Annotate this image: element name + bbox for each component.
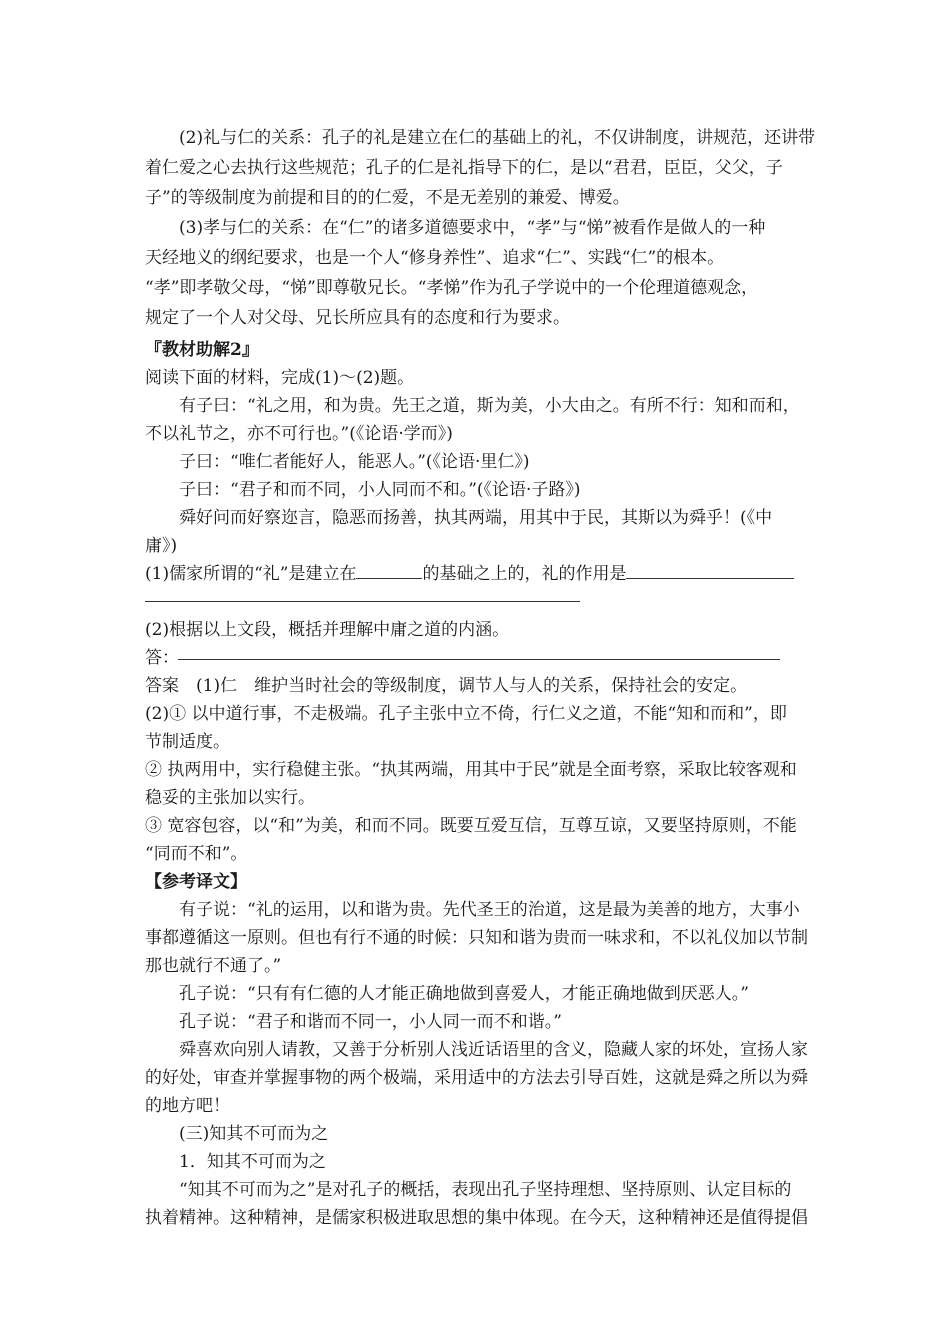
answer-line-text: ③ 宽容包容，以“和”为美，和而不同。既要互爱互信，互尊互谅，又要坚持原则，不能 [145, 816, 797, 836]
translation-line: 孔子说：“君子和谐而不同一，小人同一而不和谐。” [179, 1012, 562, 1032]
answer-line[interactable] [178, 659, 780, 660]
answer-line-text: 节制适度。 [145, 732, 230, 752]
answer-line-text: 稳妥的主张加以实行。 [145, 788, 315, 808]
answer-line-text: “同而不和”。 [145, 844, 248, 864]
quote-line: 有子曰：“礼之用，和为贵。先王之道，斯为美，小大由之。有所不行：知和而和， [179, 396, 800, 416]
answer-prompt: 答： [145, 648, 179, 668]
translation-line: 的地方吧！ [145, 1096, 230, 1116]
question-2: (2)根据以上文段，概括并理解中庸之道的内涵。 [145, 620, 510, 640]
paragraph-line: 规定了一个人对父母、兄长所应具有的态度和行为要求。 [145, 308, 570, 328]
quote-line: 不以礼节之，亦不可行也。”(《论语·学而》) [145, 424, 453, 444]
translation-line: 事都遵循这一原则。但也有行不通的时候：只知和谐为贵而一味求和，不以礼仪加以节制 [145, 928, 808, 948]
quote-line: 庸》) [145, 536, 178, 556]
quote-line: 子曰：“唯仁者能好人，能恶人。”(《论语·里仁》) [179, 452, 530, 472]
question-1 [145, 564, 794, 584]
paragraph-line: 执着精神。这种精神，是儒家积极进取思想的集中体现。在今天，这种精神还是值得提倡 [145, 1208, 808, 1228]
paragraph-line: (3)孝与仁的关系：在“仁”的诸多道德要求中，“孝”与“悌”被看作是做人的一种 [179, 218, 766, 238]
quote-line: 舜好问而好察迩言，隐恶而扬善，执其两端，用其中于民，其斯以为舜乎！(《中 [179, 508, 773, 528]
answer-line-text: (2)① 以中道行事，不走极端。孔子主张中立不倚，行仁义之道，不能“知和而和”，即 [145, 704, 787, 724]
answer-prompt-row [145, 648, 179, 668]
instruction-line: 阅读下面的材料，完成(1)～(2)题。 [145, 368, 415, 388]
reference-heading: 【参考译文】 [145, 872, 247, 892]
section-heading: 『教材助解2』 [145, 340, 259, 360]
answer-line[interactable] [145, 601, 580, 602]
translation-line: 的好处，审查并掌握事物的两个极端，采用适中的方法去引导百姓，这就是舜之所以为舜 [145, 1068, 808, 1088]
paragraph-line: 天经地义的纲纪要求，也是一个人“修身养性”、追求“仁”、实践“仁”的根本。 [145, 248, 725, 268]
subsection-item: 1．知其不可而为之 [179, 1152, 326, 1172]
paragraph-line: “孝”即孝敬父母，“悌”即尊敬兄长。“孝悌”作为孔子学说中的一个伦理道德观念， [145, 278, 759, 298]
answer-line-text: 答案 (1)仁 维护当时社会的等级制度，调节人与人的关系，保持社会的安定。 [145, 676, 748, 696]
paragraph-line: (2)礼与仁的关系：孔子的礼是建立在仁的基础上的礼，不仅讲制度，讲规范，还讲带 [179, 128, 816, 148]
answer-blank[interactable] [626, 564, 794, 579]
question-1-text-a: (1)儒家所谓的“礼”是建立在 [145, 564, 357, 584]
paragraph-line: 着仁爱之心去执行这些规范；孔子的仁是礼指导下的仁，是以“君君，臣臣，父父，子 [145, 158, 783, 178]
translation-line: 那也就行不通了。” [145, 956, 282, 976]
answer-blank[interactable] [356, 564, 422, 579]
paragraph-line: 子”的等级制度为前提和目的的仁爱，不是无差别的兼爱、博爱。 [145, 188, 630, 208]
translation-line: 舜喜欢向别人请教，又善于分析别人浅近话语里的含义，隐藏人家的坏处，宣扬人家 [179, 1040, 808, 1060]
translation-line: 孔子说：“只有有仁德的人才能正确地做到喜爱人，才能正确地做到厌恶人。” [179, 984, 749, 1004]
subsection-heading: (三)知其不可而为之 [179, 1124, 329, 1144]
translation-line: 有子说：“礼的运用，以和谐为贵。先代圣王的治道，这是最为美善的地方，大事小 [179, 900, 800, 920]
answer-line-text: ② 执两用中，实行稳健主张。“执其两端，用其中于民”就是全面考察，采取比较客观和 [145, 760, 797, 780]
quote-line: 子曰：“君子和而不同，小人同而不和。”(《论语·子路》) [179, 480, 581, 500]
paragraph-line: “知其不可而为之”是对孔子的概括，表现出孔子坚持理想、坚持原则、认定目标的 [179, 1180, 792, 1200]
question-1-text-b: 的基础之上的，礼的作用是 [422, 564, 627, 584]
